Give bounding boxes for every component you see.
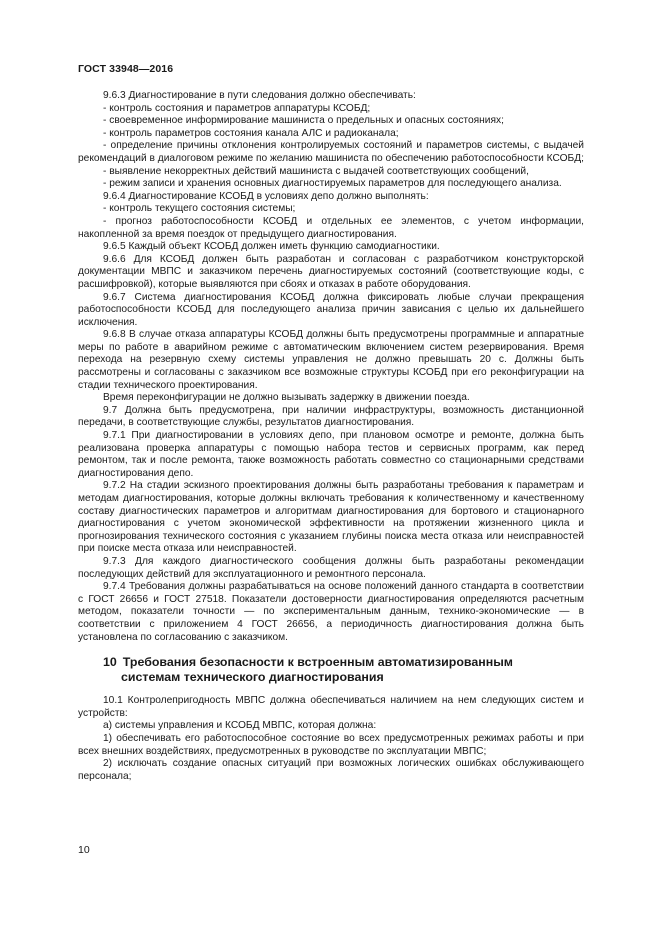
section-heading <box>78 655 584 685</box>
list-item: - режим записи и хранения основных диагностируемых параметров для последующего анализа. <box>103 178 562 190</box>
list-item: 1) обеспечивать его работоспособное состояние во всех предусмотренных режимах работы и при всех внешних воздействиях, предусмотренных в руководстве по эксплуатации МВПС; <box>78 732 584 757</box>
section-title-line-2: системам технического диагностирования <box>121 670 384 685</box>
list-item: - прогноз работоспособности КСОБД и отдельных ее элементов, с учетом информации, накопленной за время поездок от предыдущего диагностирования. <box>78 215 584 240</box>
paragraph-9-7-4: 9.7.4 Требования должны разрабатываться на основе положений данного стандарта в соответствии с ГОСТ 26656 и ГОСТ 27518. Показатели достоверности диагностирования определяются расчетным методом, показатели точности — по экспериментальным данным, технико-экономические — в соответствии с приложением 4 ГОСТ 26656, а периодичность диагностирования должна быть установлена по согласованию с заказчиком. <box>78 581 584 643</box>
list-item: - определение причины отклонения контролируемых состояний и параметров системы, с выдачей рекомендаций в диалоговом режиме по желанию машиниста по обеспечению работоспособности КСОБД; <box>78 140 584 164</box>
list-item: - контроль параметров состояния канала АЛС и радиоканала; <box>103 127 399 139</box>
paragraph-10-1: 10.1 Контролепригодность МВПС должна обеспечиваться наличием на нем следующих систем и устройств: <box>78 695 584 719</box>
page-number: 10 <box>78 844 90 856</box>
list-item: - контроль текущего состояния системы; <box>103 203 296 215</box>
document-code-header: ГОСТ 33948—2016 <box>78 63 174 75</box>
section-title-line-1: Требования безопасности к встроенным автоматизированным <box>122 655 513 670</box>
paragraph-9-7-1: 9.7.1 При диагностировании в условиях депо, при плановом осмотре и ремонте, должна быть реализована проверка аппаратуры с помощью набора тестов и сервисных программ, как перед ремонтом, так и после ремонта, также возможность работать совместно со стационарными средствами диагностирования депо. <box>78 430 584 479</box>
list-item: а) системы управления и КСОБД МВПС, которая должна: <box>103 720 377 732</box>
paragraph-reconfiguration: Время переконфигурации не должно вызывать задержку в движении поезда. <box>103 392 470 404</box>
list-item: - своевременное информирование машиниста о предельных и опасных состояниях; <box>103 115 504 127</box>
list-item: 2) исключать создание опасных ситуаций при возможных логических ошибках обслуживающего персонала; <box>78 758 584 782</box>
paragraph-9-6-8: 9.6.8 В случае отказа аппаратуры КСОБД должны быть предусмотрены программные и аппаратные меры по работе в аварийном режиме с автоматическим включением систем резервирования. Время перехода на резервную схему системы управления не должно превышать 20 с. Должны быть рассмотрены и согласованы с заказчиком все возможные структуры КСОБД при его реконфигурации на стадии технического проектирования. <box>78 329 584 391</box>
list-item: - контроль состояния и параметров аппаратуры КСОБД; <box>103 102 371 114</box>
section-number: 10 <box>103 655 117 670</box>
paragraph-9-6-3: 9.6.3 Диагностирование в пути следования должно обеспечивать: <box>103 90 416 101</box>
paragraph-9-6-7: 9.6.7 Система диагностирования КСОБД должна фиксировать любые случаи прекращения работоспособности КСОБД для последующего анализа причин зависания с целью их дальнейшего исключения. <box>78 291 584 328</box>
paragraph-9-6-6: 9.6.6 Для КСОБД должен быть разработан и согласован с разработчиком конструкторской документации МВПС и заказчиком перечень диагностируемых состояний (соответствующие коды, с расшифровкой), которые выявляются при сбоях и отказах в работе оборудования. <box>78 253 584 290</box>
document-body <box>78 90 584 783</box>
list-item: - выявление некорректных действий машиниста с выдачей соответствующих сообщений, <box>103 165 529 177</box>
paragraph-9-7: 9.7 Должна быть предусмотрена, при наличии инфраструктуры, возможность дистанционной передачи, в соответствующие службы, результатов диагностирования. <box>78 404 584 429</box>
paragraph-9-7-3: 9.7.3 Для каждого диагностического сообщения должны быть разработаны рекомендации последующих действий для эксплуатационного и ремонтного персонала. <box>78 555 584 580</box>
paragraph-9-7-2: 9.7.2 На стадии эскизного проектирования должны быть разработаны требования к параметрам и методам диагностирования, которые должны включать требования к количественному и качественному составу диагностических параметров и алгоритмам диагностирования для бортового и стационарного диагностирования с учетом экономической эффективности на протяжении жизненного цикла и прогнозирования технического состояния с указанием глубины поиска места отказа или неисправностей при поиске места отказа или неисправностей. <box>78 480 584 555</box>
paragraph-9-6-4: 9.6.4 Диагностирование КСОБД в условиях депо должно выполнять: <box>103 190 429 202</box>
paragraph-9-6-5: 9.6.5 Каждый объект КСОБД должен иметь функцию самодиагностики. <box>103 241 440 253</box>
